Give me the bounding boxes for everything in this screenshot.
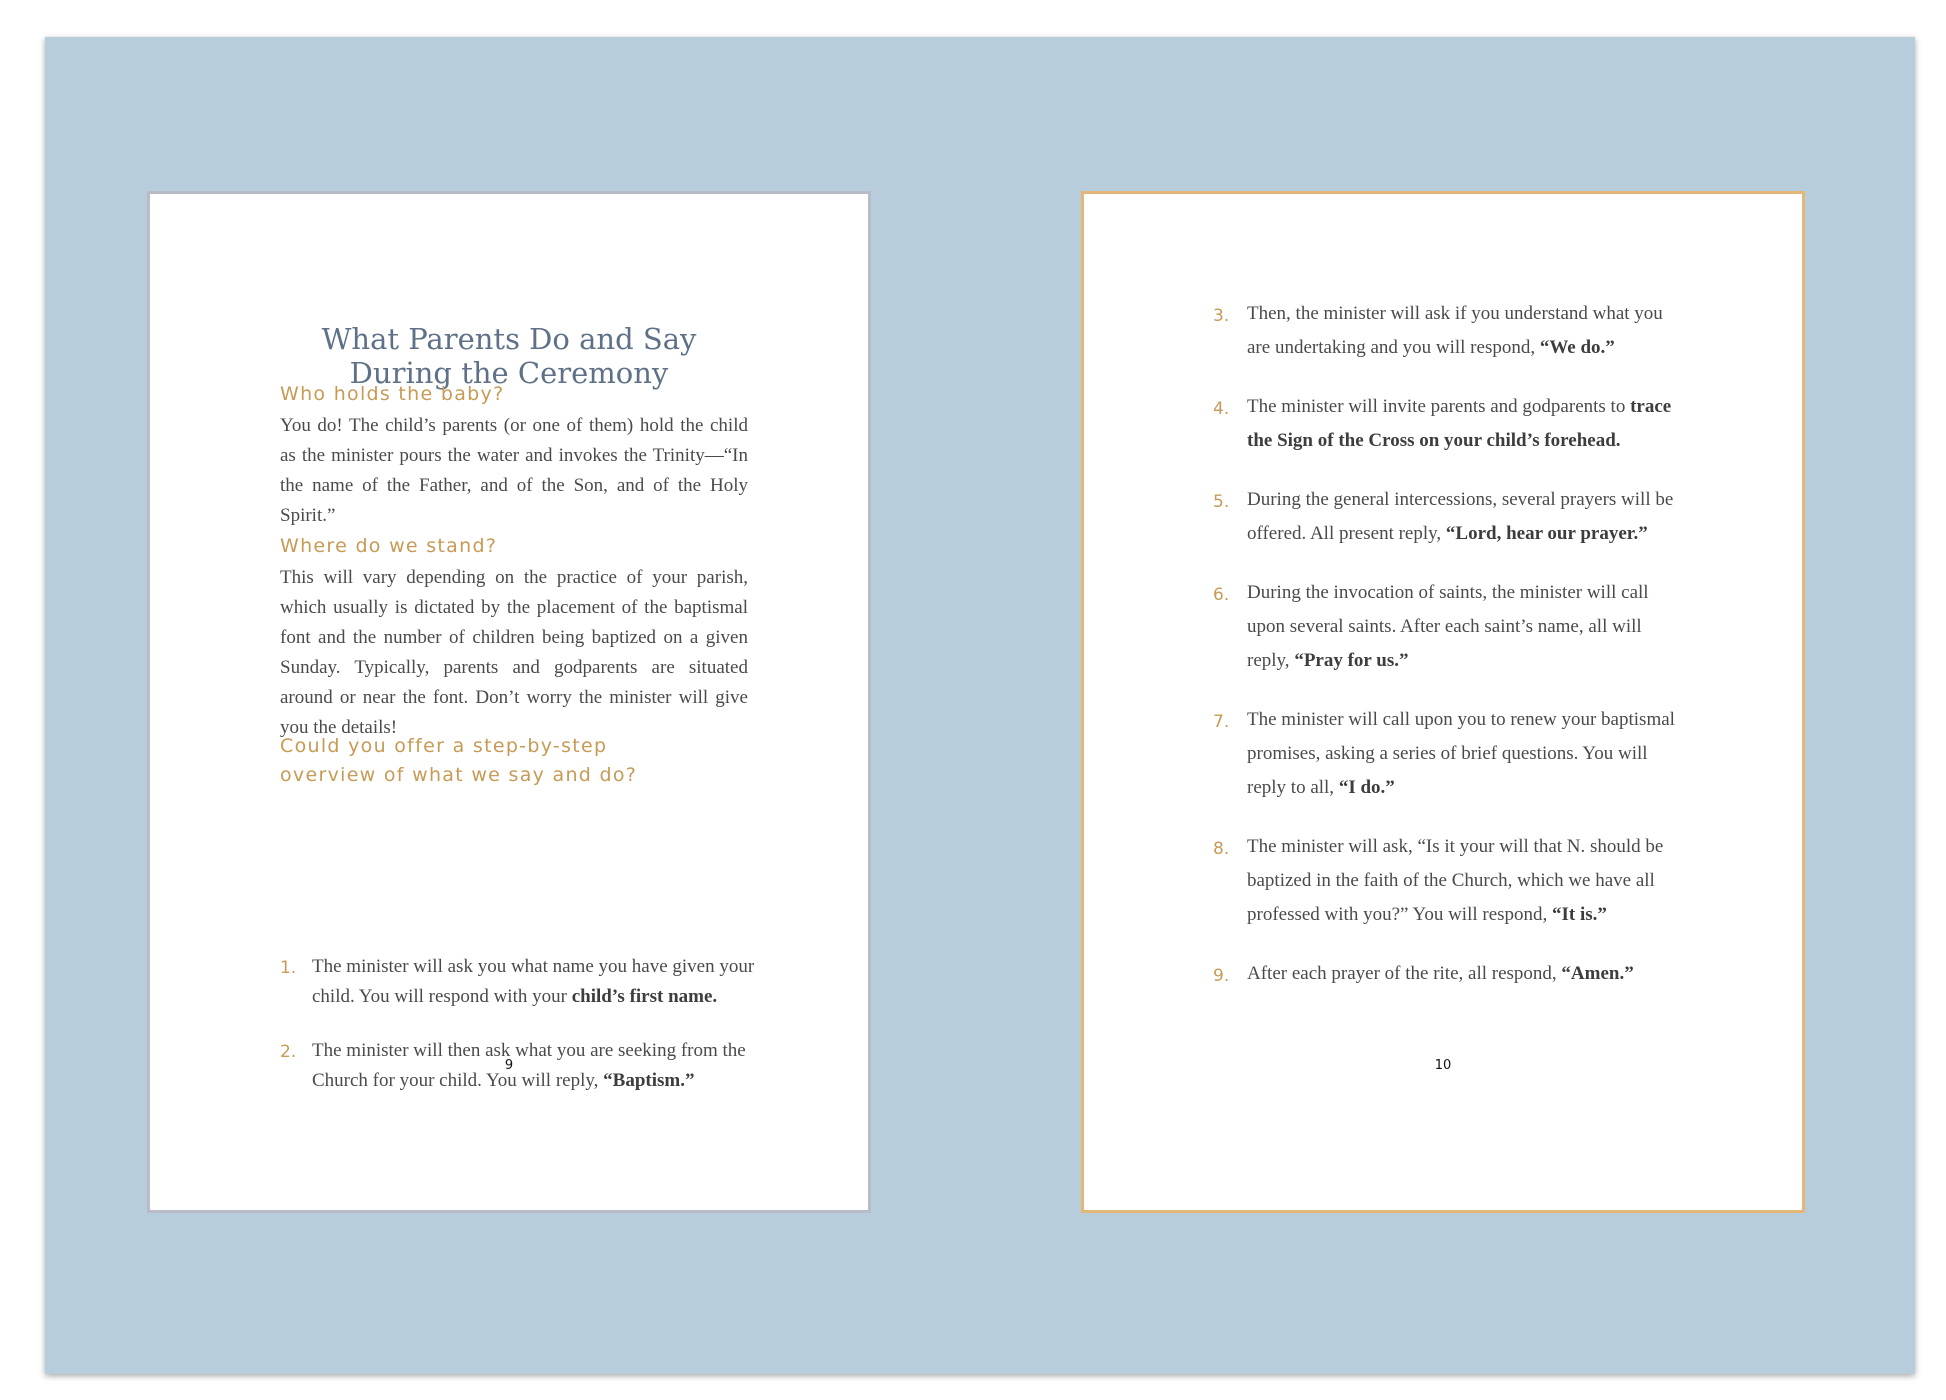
section-heading-who-holds: [280, 380, 504, 409]
step-item: [1213, 830, 1683, 932]
step-text-plain: After each prayer of the rite, all respond,: [1247, 963, 1562, 984]
section-heading-line: Who holds the baby?: [280, 383, 505, 405]
step-number: 7.: [1213, 712, 1230, 732]
step-text: [1247, 576, 1683, 678]
step-number: 4.: [1213, 399, 1230, 419]
book-spread: [45, 37, 1915, 1374]
step-text-emphasis: “Pray for us.”: [1294, 650, 1409, 671]
step-text: [1247, 390, 1683, 458]
step-text-plain: During the invocation of saints, the minister will call upon several saints. After each saint’s name, all will reply,: [1247, 582, 1649, 671]
step-number: 8.: [1213, 839, 1230, 859]
step-text: [1247, 703, 1683, 805]
step-item: [1213, 703, 1683, 805]
step-item: [1213, 576, 1683, 678]
step-text-emphasis: “Baptism.”: [603, 1070, 695, 1091]
step-item: [1213, 957, 1683, 991]
page-number-right: 10: [1434, 1058, 1452, 1073]
step-text-plain: The minister will call upon you to renew your baptismal promises, asking a series of brief questions. You will reply to all,: [1247, 709, 1675, 798]
step-text-plain: The minister will ask, “Is it your will that N. should be baptized in the faith of the Church, which we have all professed with you?” You will respond,: [1247, 836, 1664, 925]
step-number: 3.: [1213, 306, 1230, 326]
page-title: [150, 322, 868, 390]
step-text-plain: Then, the minister will ask if you understand what you are undertaking and you will respond,: [1247, 303, 1663, 358]
step-text-emphasis: “Amen.”: [1561, 963, 1634, 984]
page-title-line-2: During the Ceremony: [349, 356, 669, 390]
step-text-plain: The minister will ask you what name you have given your child. You will respond with your: [312, 956, 755, 1007]
section-heading-where-stand: [280, 532, 497, 561]
steps-list-right: [1213, 297, 1683, 1016]
section-heading-line: Could you offer a step-by-step: [280, 735, 608, 757]
step-text-emphasis: “I do.”: [1338, 777, 1395, 798]
step-number: 9.: [1213, 966, 1230, 986]
step-text-plain: During the general intercessions, several prayers will be offered. All present reply,: [1247, 489, 1674, 544]
section-body-where-stand: This will vary depending on the practice of your parish, which usually is dictated by the placement of the baptismal font and the number of children being baptized on a given Sunday. Typically, parents and godparents are situated around or near the font. Don’t worry the minister will give you the details!: [280, 567, 748, 738]
section-heading-line: Where do we stand?: [280, 535, 498, 557]
section-heading-line: overview of what we say and do?: [280, 764, 638, 786]
step-text: [1247, 830, 1683, 932]
step-text-emphasis: child’s first name.: [571, 986, 718, 1007]
step-text: [312, 952, 760, 1012]
step-text-emphasis: “It is.”: [1552, 904, 1607, 925]
step-text-emphasis: “Lord, hear our prayer.”: [1445, 523, 1648, 544]
page-number-left: 9: [504, 1058, 514, 1073]
step-number: 5.: [1213, 492, 1230, 512]
step-text: [1247, 483, 1683, 551]
section-heading-step-by-step: [280, 732, 637, 790]
step-item: [280, 952, 760, 1012]
steps-list-left: [280, 952, 760, 1120]
step-text: [1247, 957, 1683, 991]
section-body-who-holds: You do! The child’s parents (or one of them) hold the child as the minister pours the water and invokes the Trinity—“In the name of the Father, and of the Son, and of the Holy Spirit.”: [280, 415, 748, 526]
step-text: [1247, 297, 1683, 365]
step-number: 1.: [280, 958, 297, 978]
step-text-emphasis: trace the Sign of the Cross on your child’s forehead.: [1247, 396, 1672, 451]
step-text-plain: The minister will then ask what you are seeking from the Church for your child. You will reply,: [312, 1040, 746, 1091]
step-item: [1213, 483, 1683, 551]
step-item: [1213, 297, 1683, 365]
page-title-line-1: What Parents Do and Say: [321, 322, 697, 356]
step-number: 6.: [1213, 585, 1230, 605]
step-text-plain: The minister will invite parents and godparents to: [1247, 396, 1631, 417]
step-item: [1213, 390, 1683, 458]
step-number: 2.: [280, 1042, 297, 1062]
step-text-emphasis: “We do.”: [1539, 337, 1615, 358]
